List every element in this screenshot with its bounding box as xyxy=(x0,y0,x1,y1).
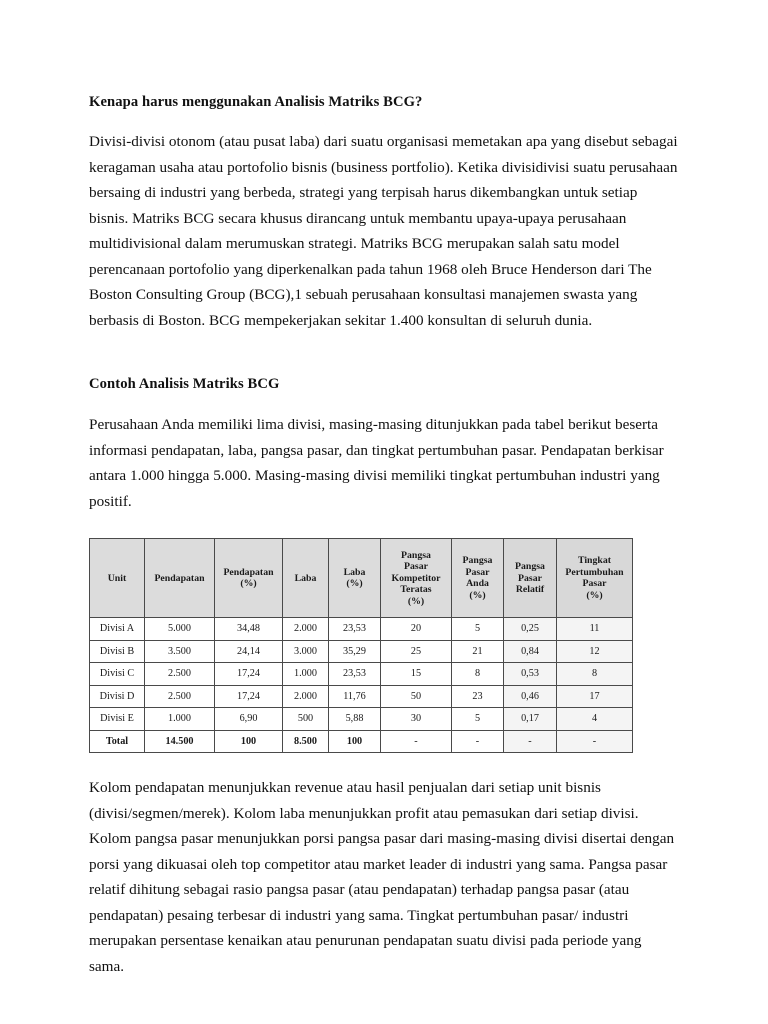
table-row xyxy=(90,708,633,731)
cell-unit: Divisi C xyxy=(90,663,145,686)
cell-pangsa-kompetitor: 15 xyxy=(381,663,452,686)
column-header-unit xyxy=(90,539,145,618)
cell-pangsa-anda: 23 xyxy=(452,685,504,708)
header-line: (%) xyxy=(240,578,257,590)
cell-pangsa-relatif: 0,25 xyxy=(504,618,557,641)
header-line: (%) xyxy=(346,578,363,590)
spacer-before-table xyxy=(89,514,680,538)
header-line: Tingkat xyxy=(577,555,612,567)
column-header-pangsa-pasar-relatif xyxy=(504,539,557,618)
cell-laba: 2.000 xyxy=(283,685,329,708)
column-header-laba-persen xyxy=(329,539,381,618)
cell-laba-persen-total: 100 xyxy=(329,730,381,753)
table-total-row xyxy=(90,730,633,753)
cell-unit-total: Total xyxy=(90,730,145,753)
cell-pertumbuhan: 4 xyxy=(557,708,633,731)
header-line: Laba xyxy=(294,572,317,584)
header-line: Relatif xyxy=(515,584,545,596)
cell-laba: 1.000 xyxy=(283,663,329,686)
column-header-pendapatan-persen xyxy=(215,539,283,618)
header-line: Laba xyxy=(343,566,366,578)
cell-pendapatan-persen: 17,24 xyxy=(215,663,283,686)
column-header-laba xyxy=(283,539,329,618)
header-line: (%) xyxy=(586,589,603,601)
header-line: Pangsa xyxy=(462,555,493,567)
header-line: Anda xyxy=(466,578,489,590)
cell-pertumbuhan: 12 xyxy=(557,640,633,663)
header-line: Pendapatan xyxy=(154,572,205,584)
cell-pangsa-relatif: 0,17 xyxy=(504,708,557,731)
column-header-pendapatan xyxy=(145,539,215,618)
cell-pendapatan: 2.500 xyxy=(145,685,215,708)
table-row xyxy=(90,640,633,663)
header-line: Teratas xyxy=(400,584,432,596)
header-line: Pangsa xyxy=(515,561,545,573)
cell-pangsa-relatif: 0,84 xyxy=(504,640,557,663)
cell-pangsa-relatif: 0,53 xyxy=(504,663,557,686)
header-line: Pasar xyxy=(582,578,607,590)
cell-pangsa-kompetitor: 25 xyxy=(381,640,452,663)
cell-pendapatan-persen: 17,24 xyxy=(215,685,283,708)
paragraph-column-explanation: Kolom pendapatan menunjukkan revenue atau hasil penjualan dari setiap unit bisnis (divisi/segmen/merek). Kolom laba menunjukkan profit atau pemasukan dari setiap divisi. Kolom pangsa pasar menunjukkan porsi pangsa pasar dari masing-masing divisi disertai dengan porsi yang dikuasai oleh top competitor atau market leader di industri yang sama. Pangsa pasar relatif dihitung sebagai rasio pangsa pasar (atau pendapatan) terhadap pangsa pasar (atau pendapatan) pesaing terbesar di industri yang sama. Tingkat pertumbuhan pasar/ industri merupakan persentase kenaikan atau penurunan pendapatan suatu divisi pada periode yang sama. xyxy=(89,779,675,975)
cell-laba-total: 8.500 xyxy=(283,730,329,753)
cell-unit: Divisi B xyxy=(90,640,145,663)
cell-laba-persen: 11,76 xyxy=(329,685,381,708)
cell-unit: Divisi A xyxy=(90,618,145,641)
cell-pangsa-anda-total: - xyxy=(452,730,504,753)
table-body xyxy=(90,618,633,753)
cell-pangsa-kompetitor: 50 xyxy=(381,685,452,708)
table-row xyxy=(90,618,633,641)
cell-laba-persen: 35,29 xyxy=(329,640,381,663)
header-line: Pasar xyxy=(465,566,490,578)
header-line: Pertumbuhan xyxy=(565,566,624,578)
cell-pangsa-anda: 5 xyxy=(452,708,504,731)
cell-pangsa-anda: 8 xyxy=(452,663,504,686)
paragraph-why-bcg: Divisi-divisi otonom (atau pusat laba) dari suatu organisasi memetakan apa yang disebut sebagai keragaman usaha atau portofolio bisnis (business portfolio). Ketika divisidivisi suatu perusahaan bersaing di industri yang berbeda, strategi yang terpisah harus dikembangkan untuk setiap bisnis. Matriks BCG secara khusus dirancang untuk membantu upaya-upaya perusahaan multidivisional dalam merumuskan strategi. Matriks BCG merupakan salah satu model perencanaan portofolio yang diperkenalkan pada tahun 1968 oleh Bruce Henderson dari The Boston Consulting Group (BCG),1 sebuah perusahaan konsultasi manajemen swasta yang berbasis di Boston. BCG mempekerjakan sekitar 1.400 konsultan di seluruh dunia. xyxy=(89,133,678,329)
header-line: Pangsa xyxy=(401,549,431,561)
section-heading-why-bcg: Kenapa harus menggunakan Analisis Matriks BCG? xyxy=(89,94,423,110)
cell-pangsa-relatif: 0,46 xyxy=(504,685,557,708)
cell-pangsa-anda: 5 xyxy=(452,618,504,641)
cell-pendapatan-persen: 24,14 xyxy=(215,640,283,663)
cell-pangsa-anda: 21 xyxy=(452,640,504,663)
paragraph-example-bcg: Perusahaan Anda memiliki lima divisi, masing-masing ditunjukkan pada tabel berikut beserta informasi pendapatan, laba, pangsa pasar, dan tingkat pertumbuhan pasar. Pendapatan berkisar antara 1.000 hingga 5.000. Masing-masing divisi memiliki tingkat pertumbuhan industri yang positif. xyxy=(89,416,664,510)
cell-laba-persen: 23,53 xyxy=(329,663,381,686)
table-header xyxy=(90,539,633,618)
cell-laba-persen: 23,53 xyxy=(329,618,381,641)
cell-pendapatan-persen-total: 100 xyxy=(215,730,283,753)
cell-pendapatan: 1.000 xyxy=(145,708,215,731)
cell-laba: 500 xyxy=(283,708,329,731)
header-line: (%) xyxy=(407,595,425,607)
cell-pertumbuhan: 17 xyxy=(557,685,633,708)
cell-laba: 3.000 xyxy=(283,640,329,663)
column-header-tingkat-pertumbuhan-pasar xyxy=(557,539,633,618)
header-line: Pasar xyxy=(404,561,428,573)
cell-laba: 2.000 xyxy=(283,618,329,641)
header-line: Pasar xyxy=(518,572,542,584)
table-row xyxy=(90,685,633,708)
cell-pendapatan-total: 14.500 xyxy=(145,730,215,753)
cell-pangsa-relatif-total: - xyxy=(504,730,557,753)
cell-laba-persen: 5,88 xyxy=(329,708,381,731)
spacer-after-table xyxy=(89,753,680,775)
cell-pertumbuhan-total: - xyxy=(557,730,633,753)
table-row xyxy=(90,663,633,686)
cell-pendapatan: 3.500 xyxy=(145,640,215,663)
column-header-pangsa-pasar-anda xyxy=(452,539,504,618)
cell-pangsa-kompetitor: 30 xyxy=(381,708,452,731)
cell-unit: Divisi D xyxy=(90,685,145,708)
cell-pendapatan-persen: 34,48 xyxy=(215,618,283,641)
cell-pangsa-kompetitor-total: - xyxy=(381,730,452,753)
header-line: Kompetitor xyxy=(391,572,441,584)
spacer-after-first-paragraph xyxy=(89,333,680,375)
cell-unit: Divisi E xyxy=(90,708,145,731)
header-line: (%) xyxy=(469,589,486,601)
bcg-division-table xyxy=(89,538,633,753)
cell-pangsa-kompetitor: 20 xyxy=(381,618,452,641)
header-line: Pendapatan xyxy=(223,566,274,578)
cell-pertumbuhan: 8 xyxy=(557,663,633,686)
cell-pendapatan-persen: 6,90 xyxy=(215,708,283,731)
header-line: Unit xyxy=(107,572,127,584)
cell-pertumbuhan: 11 xyxy=(557,618,633,641)
section-heading-example-bcg: Contoh Analisis Matriks BCG xyxy=(89,376,280,393)
cell-pendapatan: 5.000 xyxy=(145,618,215,641)
table-header-row xyxy=(90,539,633,618)
cell-pendapatan: 2.500 xyxy=(145,663,215,686)
column-header-pangsa-pasar-kompetitor-teratas xyxy=(381,539,452,618)
